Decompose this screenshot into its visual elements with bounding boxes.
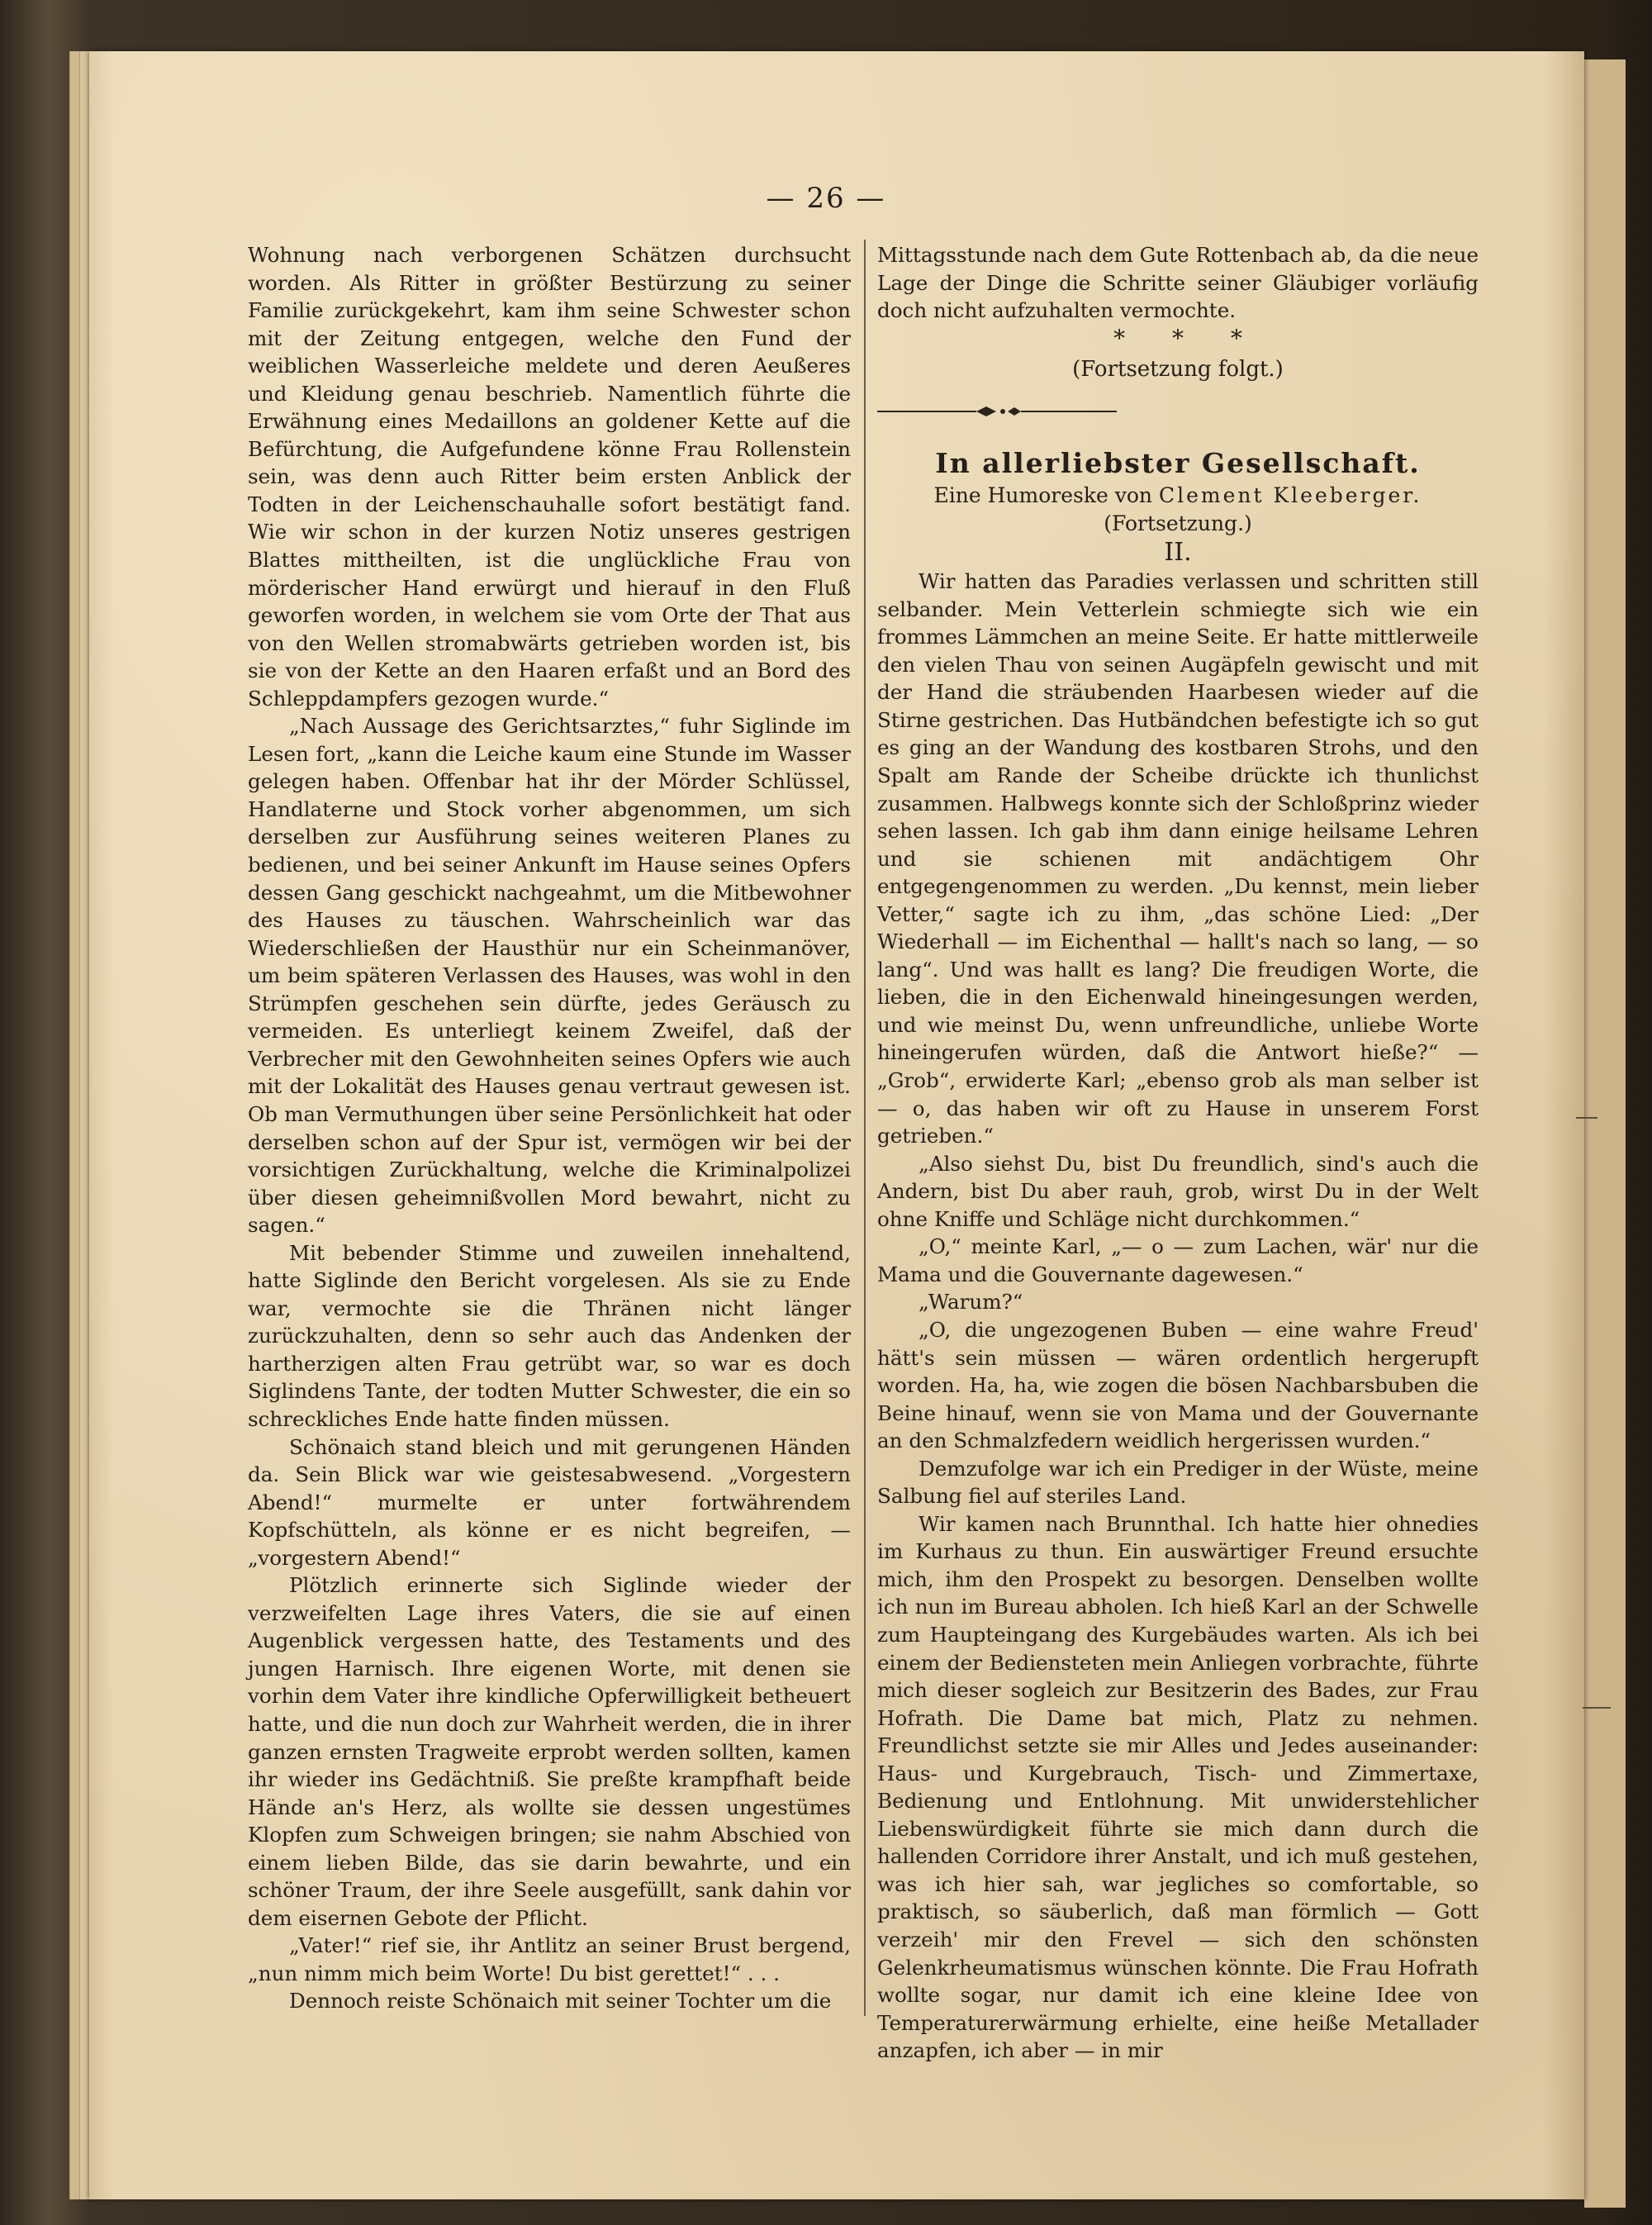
- continuation-note: (Fortsetzung folgt.): [1072, 356, 1284, 382]
- star: *: [1113, 324, 1126, 352]
- paragraph: Wohnung nach verborgenen Schätzen durchsucht worden. Als Ritter in größter Bestürzung zu seiner Familie zurückgekehrt, kam ihm seine Schwester schon mit der Zeitung entgegen, welche den Fund der weiblichen Wasserleiche meldete und deren Aeußeres und Kleidung genau beschrieb. Namentlich führte die Erwähnung eines Medaillons an goldener Kette auf die Befürchtung, die Aufgefundene könne Frau Rollenstein sein, was denn auch Ritter beim ersten Anblick der Todten in der Leichenschauhalle sofort bestätigt fand. Wie wir schon in der kurzen Notiz unseres gestrigen Blattes mittheilten, ist die unglückliche Frau von mörderischer Hand erwürgt und hierauf in den Fluß geworfen worden, in welchem sie vom Orte der That aus von den Wellen stromabwärts getrieben worden ist, bis sie von der Kette an den Haaren erfaßt und an Bord des Schleppdampfers gezogen wurde.“: [248, 243, 851, 711]
- story-author: Clement Kleeberger.: [1158, 483, 1422, 508]
- part-note: (Fortsetzung.): [1104, 511, 1252, 536]
- paragraph: „Warum?“: [919, 1290, 1023, 1315]
- star: *: [1230, 324, 1242, 352]
- paragraph: „Nach Aussage des Gerichtsarztes,“ fuhr Siglinde im Lesen fort, „kann die Leiche kaum eine Stunde im Wasser gelegen haben. Offenbar hat ihr der Mörder Schlüssel, Handlaterne und Stock vorher abgenommen, um sich derselben zur Ausführung seines weiteren Planes zu bedienen, und bei seiner Ankunft im Hause seines Opfers dessen Gang geschickt nachgeahmt, um die Mitbewohner des Hauses zu täuschen. Wahrscheinlich war das Wiederschließen der Hausthür nur ein Scheinmanöver, um beim späteren Verlassen des Hauses, was wohl in den Strümpfen geschehen sein dürfte, jedes Geräusch zu vermeiden. Es unterliegt keinem Zweifel, daß der Verbrecher mit den Gewohnheiten seines Opfers wie auch mit der Lokalität des Hauses genau vertraut gewesen ist. Ob man Vermuthungen über seine Persönlichkeit hat oder derselben schon auf der Spur ist, vermögen wir bei der vorsichtigen Zurückhaltung, welche die Kriminalpolizei über diesen geheimnißvollen Mord bewahrt, nicht zu sagen.“: [248, 714, 851, 1238]
- star: *: [1172, 324, 1184, 352]
- paragraph: „O,“ meinte Karl, „— o — zum Lachen, wär' nur die Mama und die Gouvernante dagewesen.“: [877, 1234, 1479, 1286]
- subtitle-prefix: Eine Humoreske von: [933, 483, 1153, 508]
- paragraph: Demzufolge war ich ein Prediger in der Wüste, meine Salbung fiel auf steriles Land.: [877, 1456, 1479, 1509]
- margin-mark: [1583, 1707, 1611, 1709]
- paragraph: Mittagsstunde nach dem Gute Rottenbach ab, da die neue Lage der Dinge die Schritte seiner Gläubiger vorläufig doch nicht aufzuhalten vermochte.: [877, 243, 1479, 323]
- paragraph: „Vater!“ rief sie, ihr Antlitz an seiner Brust bergend, „nun nimm mich beim Worte! Du bist gerettet!“ . . .: [248, 1933, 851, 1985]
- paragraph: „O, die ungezogenen Buben — eine wahre Freud' hätt's sein müssen — wären ordentlich hergerupft worden. Ha, ha, wie zogen die bösen Nachbarsbuben die Beine hinauf, wenn sie von Mama und der Gouvernante an den Schmalzfedern weidlich hergerissen wurden.“: [877, 1317, 1479, 1453]
- right-column: [877, 241, 1479, 2065]
- story-title: In allerliebster Gesellschaft.: [935, 447, 1421, 480]
- ornament-diamond: [976, 406, 996, 416]
- paragraph: „Also siehst Du, bist Du freundlich, sind's auch die Andern, bist Du aber rauh, grob, wirst Du in der Welt ohne Kniffe und Schläge nicht durchkommen.“: [877, 1151, 1479, 1231]
- paragraph: Wir hatten das Paradies verlassen und schritten still selbander. Mein Vetterlein schmiegte sich wie ein frommes Lämmchen an meine Seite. Er hatte mittlerweile den vielen Thau von seinen Augäpfeln gewischt und mit der Hand die sträubenden Haarbesen wieder auf die Stirne gestrichen. Das Hutbändchen befestigte ich so gut es ging an der Wandung des kostbaren Strohs, und den Spalt am Rande der Scheibe drückte ich thunlichst zusammen. Halbwegs konnte sich der Schloßprinz wieder sehen lassen. Ich gab ihm dann einige heilsame Lehren und sie schienen mit andächtigem Ohr entgegengenommen zu werden. „Du kennst, mein lieber Vetter,“ sagte ich zu ihm, „das schöne Lied: „Der Wiederhall — im Eichenthal — hallt's nach so lang, — so lang“. Und was hallt es lang? Die freudigen Worte, die lieben, die in den Eichenwald hineingesungen werden, und wie meinst Du, wenn unfreundliche, unliebe Worte hineingerufen würden, daß die Antwort hieße?“ — „Grob“, erwiderte Karl; „ebenso grob als man selber ist — o, das haben wir oft zu Hause in unserem Forst getrieben.“: [877, 569, 1479, 1148]
- ornament-divider: [877, 402, 1117, 421]
- left-column: [248, 241, 851, 2015]
- story-subtitle: [877, 482, 1479, 510]
- page-number: — 26 —: [766, 182, 886, 215]
- column-divider: [864, 240, 866, 2016]
- chapter-number: II.: [1164, 538, 1192, 568]
- page-edge-right: [1584, 59, 1626, 2208]
- paragraph: Wir kamen nach Brunnthal. Ich hatte hier ohnedies im Kurhaus zu thun. Ein auswärtiger Freund ersuchte mich, ihm den Prospekt zu besorgen. Denselben wollte ich nun im Bureau abholen. Ich hieß Karl an der Schwelle zum Haupteingang des Kurgebäudes warten. Als ich bei einem der Bediensteten mein Anliegen vorbrachte, führte mich dieser sogleich zur Besitzerin des Bades, zur Frau Hofrath. Die Dame bat mich, Platz zu nehmen. Freundlichst setzte sie mir Alles und Jedes auseinander: Haus- und Kurgebrauch, Tisch- und Zimmertaxe, Bedienung und Entlohnung. Mit unwiderstehlicher Liebenswürdigkeit führte sie mich dann durch die hallenden Corridore ihrer Anstalt, und ich muß gestehen, was ich hier sah, war jegliches so comfortable, so praktisch, so säuberlich, daß man förmlich — Gott verzeih' mir den Frevel — sich den schönsten Gelenkrheumatismus wünschen könnte. Die Frau Hofrath wollte sogar, nur damit ich eine kleine Idee von Temperaturerwärmung erhielte, eine heiße Metallader anzapfen, ich aber — in mir: [877, 1511, 1479, 2063]
- ornament-dot: [1000, 409, 1005, 414]
- paragraph: Dennoch reiste Schönaich mit seiner Tochter um die: [289, 1989, 832, 2013]
- margin-mark: [1576, 1117, 1597, 1119]
- paragraph: Mit bebender Stimme und zuweilen innehaltend, hatte Siglinde den Bericht vorgelesen. Als sie zu Ende war, vermochte sie die Thränen nicht länger zurückzuhalten, denn so sehr auch das Andenken der hartherzigen alten Frau getrübt war, so war es doch Siglindens Tante, der todten Mutter Schwester, die ein so schreckliches Ende hatte finden müssen.: [248, 1240, 851, 1431]
- ornament-diamond: [1008, 407, 1021, 416]
- section-stars: [877, 325, 1479, 353]
- paragraph: Plötzlich erinnerte sich Siglinde wieder der verzweifelten Lage ihres Vaters, die sie auf einen Augenblick vergessen hatte, des Testaments und des jungen Harnisch. Ihre eigenen Worte, mit denen sie vorhin dem Vater ihre kindliche Opferwilligkeit betheuert hatte, und die nun doch zur Wahrheit werden, die in ihrer ganzen ernsten Tragweite erprobt werden sollten, kamen ihr wieder ins Gedächtniß. Sie preßte krampfhaft beide Hände an's Herz, als wollte sie dessen ungestümes Klopfen zum Schweigen bringen; sie nahm Abschied von einem lieben Bilde, das sie darin bewahrte, und ein schöner Traum, der ihre Seele ausgefüllt, sank dahin vor dem eisernen Gebote der Pflicht.: [248, 1573, 851, 1930]
- paragraph: Schönaich stand bleich und mit gerungenen Händen da. Sein Blick war wie geistesabwesend. „Vorgestern Abend!“ murmelte er unter fortwährendem Kopfschütteln, als könne er es nicht begreifen, — „vorgestern Abend!“: [248, 1434, 851, 1570]
